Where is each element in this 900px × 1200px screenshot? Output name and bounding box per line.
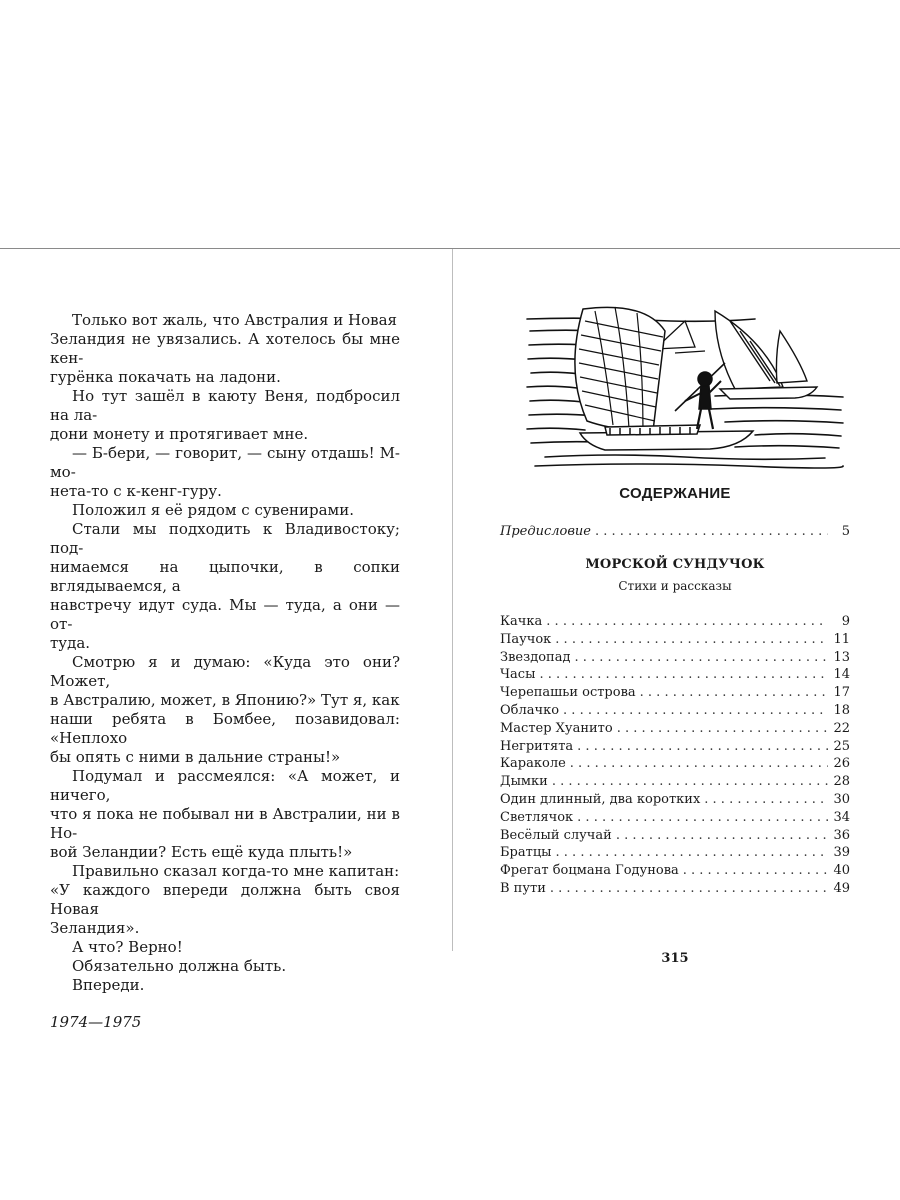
toc-entry-row[interactable] <box>500 809 850 826</box>
toc-entry-row[interactable] <box>500 613 850 630</box>
toc-entry-page: 9 <box>841 614 850 629</box>
toc-leader-dots <box>577 738 828 755</box>
toc-entry-row[interactable] <box>500 755 850 772</box>
paragraph <box>50 767 400 862</box>
toc-entry-row[interactable] <box>500 649 850 666</box>
toc-entry-row[interactable] <box>500 880 850 897</box>
toc-entry-title: В пути <box>500 881 546 896</box>
toc-leader-dots <box>546 613 828 630</box>
text-line: в Австралию, может, в Японию?» Тут я, как <box>50 691 400 709</box>
toc-title: СОДЕРЖАНИЕ <box>619 485 731 502</box>
toc-entry-row[interactable] <box>500 684 850 701</box>
text-line: Обязательно должна быть. <box>72 957 287 975</box>
toc-entry-title: Негритята <box>500 738 574 754</box>
toc-entry-page: 26 <box>833 756 850 772</box>
toc-entry-page: 11 <box>833 631 850 647</box>
toc-entry-title: Братцы <box>500 845 552 861</box>
toc-leader-dots <box>556 844 828 861</box>
toc-entry-row[interactable] <box>500 702 850 719</box>
toc-entry-title: Звездопад <box>500 649 571 665</box>
toc-entry-row[interactable] <box>500 827 850 844</box>
text-line: навстречу идут суда. Мы — туда, а они — от- <box>50 596 400 633</box>
toc-entry-title: Облачко <box>500 703 560 718</box>
toc-entry-page: 25 <box>833 738 850 754</box>
text-line: дони монету и протягивает мне. <box>50 425 309 443</box>
toc-leader-dots <box>595 523 828 540</box>
text-line: Зеландия». <box>50 919 140 937</box>
text-line: Но тут зашёл в каюту Веня, подбросил на ла- <box>50 387 400 424</box>
toc-leader-dots <box>539 666 828 683</box>
section-title: МОРСКОЙ СУНДУЧОК <box>585 557 765 572</box>
text-line: вой Зеландии? Есть ещё куда плыть!» <box>50 843 353 861</box>
toc-entry-page: 17 <box>833 685 850 701</box>
text-line: Впереди. <box>72 976 145 994</box>
paragraph <box>50 520 400 653</box>
toc-entry-title: Дымки <box>500 774 548 790</box>
toc-entry-page: 40 <box>833 863 850 879</box>
text-line: гурёнка покачать на ладони. <box>50 368 281 386</box>
toc-leader-dots <box>574 649 828 666</box>
toc-entry-page: 49 <box>833 881 850 896</box>
text-line: А что? Верно! <box>72 938 183 956</box>
toc-entry-page: 36 <box>833 827 850 843</box>
toc-entry-title: Часы <box>500 667 536 683</box>
toc-preface-row[interactable] <box>500 523 850 540</box>
toc-entry-title: Караколе <box>500 756 566 772</box>
toc-leader-dots <box>563 702 828 719</box>
toc-entry-page: 22 <box>833 720 850 736</box>
toc-leader-dots <box>570 755 828 772</box>
text-line: наши ребята в Бомбее, позавидовал: «Неплохо <box>50 710 400 747</box>
toc-entry-title: Мастер Хуанито <box>500 720 613 736</box>
toc-preface-title: Предисловие <box>500 524 591 539</box>
page-fold <box>452 249 453 951</box>
text-line: Смотрю я и думаю: «Куда это они? Может, <box>50 653 400 690</box>
paragraph <box>50 976 400 995</box>
text-line: нимаемся на цыпочки, в сопки вглядываемся, а <box>50 558 400 595</box>
toc-entry-title: Светлячок <box>500 809 574 825</box>
left-page-text <box>50 311 400 1032</box>
paragraph <box>50 938 400 957</box>
text-line: Стали мы подходить к Владивостоку; под- <box>50 520 400 557</box>
toc-leader-dots <box>683 862 828 879</box>
text-line: нета-то с к-кенг-гуру. <box>50 482 222 500</box>
toc-leader-dots <box>552 773 828 790</box>
paragraph <box>50 501 400 520</box>
toc-entry-page: 18 <box>833 703 850 718</box>
toc-entry-page: 28 <box>833 774 850 790</box>
toc-entry-row[interactable] <box>500 738 850 755</box>
paragraph <box>50 957 400 976</box>
toc-entry-row[interactable] <box>500 791 850 808</box>
toc-entry-title: Черепашьи острова <box>500 685 636 701</box>
toc-entry-title: Паучок <box>500 631 552 647</box>
paragraph <box>50 387 400 444</box>
text-line: Подумал и рассмеялся: «А может, и ничего, <box>50 767 400 804</box>
date-line: 1974—1975 <box>50 1013 142 1031</box>
toc-leader-dots <box>577 809 828 826</box>
text-line: Положил я её рядом с сувенирами. <box>72 501 354 519</box>
toc-entry-page: 30 <box>833 792 850 807</box>
toc-entry-page: 39 <box>833 845 850 861</box>
toc-entry-row[interactable] <box>500 773 850 790</box>
toc-leader-dots <box>616 827 828 844</box>
toc-entry-page: 34 <box>833 809 850 825</box>
paragraph <box>50 862 400 938</box>
toc-entry-row[interactable] <box>500 844 850 861</box>
toc-entry-page: 13 <box>833 649 850 665</box>
text-line: туда. <box>50 634 91 652</box>
toc-leader-dots <box>617 720 828 737</box>
page-number: 315 <box>661 951 689 966</box>
paragraph <box>50 653 400 767</box>
toc-preface-page: 5 <box>841 524 850 539</box>
section-subtitle: Стихи и рассказы <box>618 579 732 593</box>
toc-entry-row[interactable] <box>500 862 850 879</box>
toc-leader-dots <box>640 684 828 701</box>
text-line: Правильно сказал когда-то мне капитан: <box>72 862 400 880</box>
text-line: что я пока не побывал ни в Австралии, ни в Но- <box>50 805 400 842</box>
text-line: бы опять с ними в дальние страны!» <box>50 748 341 766</box>
toc-leader-dots <box>704 791 828 808</box>
toc-leader-dots <box>555 631 828 648</box>
paragraph <box>50 444 400 501</box>
text-line: Зеландия не увязались. А хотелось бы мне кен- <box>50 330 400 367</box>
book-spread <box>0 248 900 1031</box>
toc-leader-dots <box>550 880 828 897</box>
toc-entry-row[interactable] <box>500 631 850 648</box>
toc-entry-row[interactable] <box>500 720 850 737</box>
toc-entry-page: 14 <box>833 667 850 683</box>
toc-entry-title: Фрегат боцмана Годунова <box>500 863 679 879</box>
toc-entry-row[interactable] <box>500 666 850 683</box>
paragraph <box>50 311 400 387</box>
toc-entry-title: Один длинный, два коротких <box>500 792 701 807</box>
sailboat-illustration-icon <box>525 301 845 469</box>
toc-entry-title: Весёлый случай <box>500 827 612 843</box>
text-line: — Б-бери, — говорит, — сыну отдашь! М-мо- <box>50 444 400 481</box>
toc-entry-title: Качка <box>500 614 543 629</box>
text-line: «У каждого впереди должна быть своя Новая <box>50 881 400 918</box>
text-line: Только вот жаль, что Австралия и Новая <box>72 311 397 329</box>
